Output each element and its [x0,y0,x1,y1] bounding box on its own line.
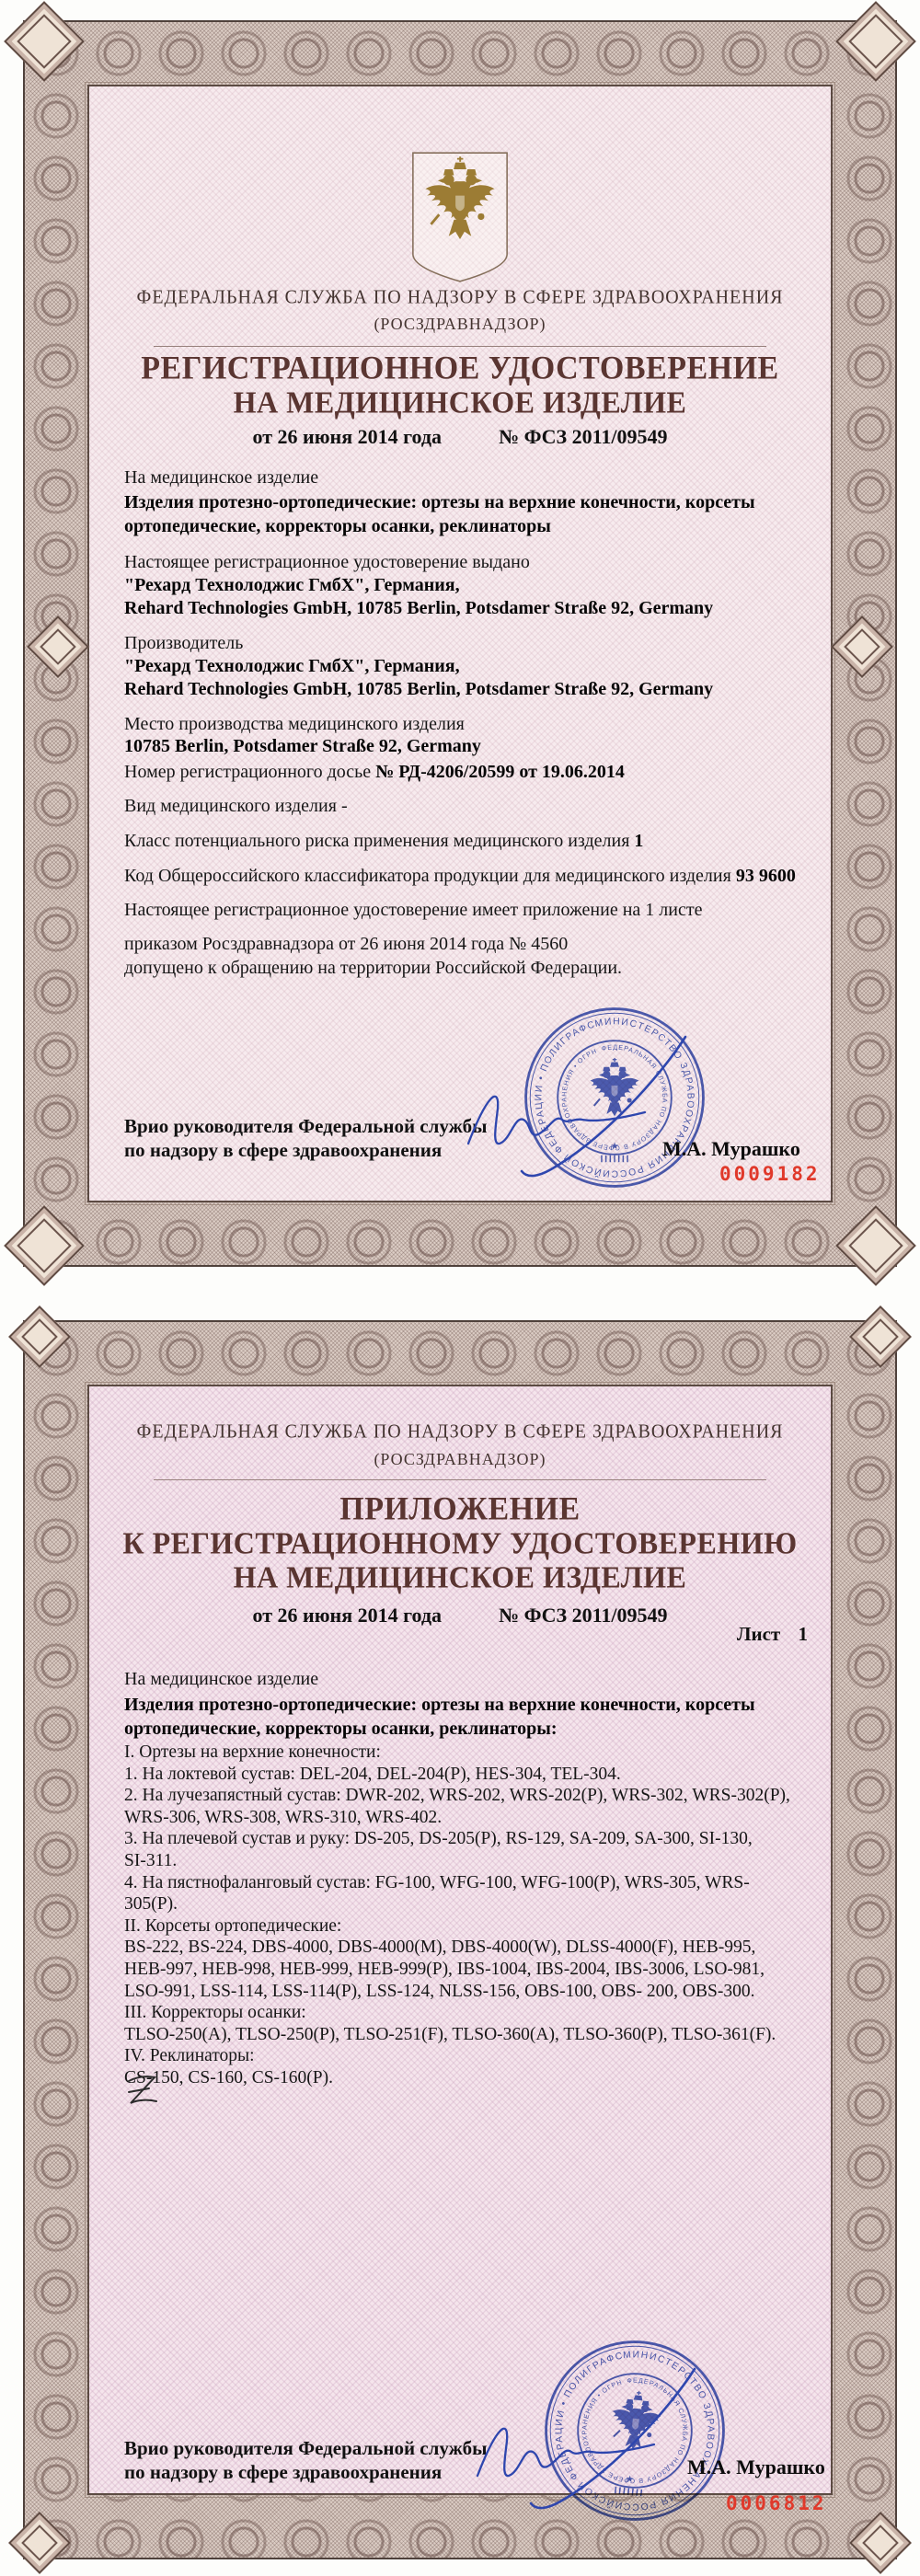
annex-note-line: Настоящее регистрационное удостоверение имеет приложение на 1 листе [124,900,703,920]
signer-title-line1: Врио руководителя Федеральной службы [124,2437,488,2459]
risk-class-value: 1 [634,831,644,851]
document-title-line1: РЕГИСТРАЦИОННОЕ УДОСТОВЕРЕНИЕ [141,351,779,386]
dossier-line [124,761,808,784]
production-place-value: 10785 Berlin, Potsdamer Straße 92, Germany [124,736,481,756]
dossier-label: Номер регистрационного досье [124,762,376,782]
certificate-page-2-appendix [23,1320,897,2559]
list-item: SI-311. [124,1850,178,1870]
agency-name: ФЕДЕРАЛЬНАЯ СЛУЖБА ПО НАДЗОРУ В СФЕРЕ ЗДРАВООХРАНЕНИЯ [136,286,784,308]
manufacturer-en: Rehard Technologies GmbH, 10785 Berlin, Potsdamer Straße 92, Germany [124,679,714,699]
list-item: II. Корсеты ортопедические: [124,1915,342,1936]
okp-code-label: Код Общероссийского классификатора продукции для медицинского изделия [124,866,736,886]
signer-title-line2: по надзору в сфере здравоохранения [124,2461,443,2483]
list-item: WRS-306, WRS-308, WRS-310, WRS-402. [124,1807,443,1827]
product-line1: Изделия протезно-ортопедические: ортезы на верхние конечности, корсеты [124,492,755,512]
production-place-label: Место производства медицинского изделия [124,714,465,734]
device-kind-line: Вид медицинского изделия - [124,796,348,816]
okp-code-line [124,865,808,888]
coat-of-arms-icon [406,149,514,285]
issue-date: от 26 июня 2014 года [252,425,443,448]
header-divider [154,346,766,347]
corner-ornament-icon [4,1205,85,1286]
order-line1: приказом Росздравнадзора от 26 июня 2014 года № 4560 [124,934,569,954]
manufacturer-ru: "Рехард Технолоджис ГмбХ", Германия, [124,656,460,676]
appendix-title-line3: НА МЕДИЦИНСКОЕ ИЗДЕЛИЕ [233,1559,687,1594]
agency-short-name: (РОСЗДРАВНАДЗОР) [374,1450,546,1468]
side-ornament-icon [27,615,89,678]
registration-number: № ФСЗ 2011/09549 [499,1604,668,1627]
issued-holder-en: Rehard Technologies GmbH, 10785 Berlin, Potsdamer Straße 92, Germany [124,598,714,618]
risk-class-label: Класс потенциального риска применения медицинского изделия [124,831,635,851]
risk-class-line [124,830,808,853]
document-title-line2: НА МЕДИЦИНСКОЕ ИЗДЕЛИЕ [233,385,687,420]
serial-number: 0009182 [719,1163,821,1185]
product-label: На медицинское изделие [124,467,319,488]
product-line1: Изделия протезно-ортопедические: ортезы на верхние конечности, корсеты [124,1695,755,1715]
list-item: LSO-991, LSS-114, LSS-114(P), LSS-124, NLSS-156, OBS-100, OBS- 200, OBS-300. [124,1981,755,2001]
corner-ornament-icon [849,1305,912,1368]
issued-label: Настоящее регистрационное удостоверение выдано [124,552,530,572]
signer-name: М.А. Мурашко [662,1137,800,1160]
order-line2: допущено к обращению на территории Российской Федерации. [124,958,623,978]
agency-name: ФЕДЕРАЛЬНАЯ СЛУЖБА ПО НАДЗОРУ В СФЕРЕ ЗДРАВООХРАНЕНИЯ [136,1420,784,1443]
agency-short-name: (РОСЗДРАВНАДЗОР) [374,315,546,333]
header-divider [154,1479,766,1480]
product-line2: ортопедические, корректоры осанки, реклинаторы [124,516,551,536]
appendix-title-line1: ПРИЛОЖЕНИЕ [339,1491,581,1527]
corner-ornament-icon [835,1205,916,1286]
dossier-value: № РД-4206/20599 от 19.06.2014 [375,762,625,782]
product-line2: ортопедические, корректоры осанки, реклинаторы: [124,1719,558,1739]
list-item: BS-222, BS-224, DBS-4000, DBS-4000(M), DBS-4000(W), DLSS-4000(F), HEB-995, [124,1938,756,1958]
okp-code-value: 93 9600 [735,866,796,886]
corner-ornament-icon [849,2512,912,2574]
list-item: 1. На локтевой сустав: DEL-204, DEL-204(P), HES-304, TEL-304. [124,1764,621,1784]
signer-title-line2: по надзору в сфере здравоохранения [124,1139,443,1161]
list-item: CS-150, CS-160, CS-160(P). [124,2067,333,2087]
signer-name: М.А. Мурашко [687,2455,825,2478]
list-item: 305(P). [124,1894,178,1915]
date-number-row [25,425,895,449]
signature-mark [457,1029,724,1190]
manufacturer-label: Производитель [124,633,244,653]
list-item: HEB-997, HEB-998, HEB-999, HEB-999(P), IBS-1004, IBS-2004, IBS-3006, LSO-981, [124,1959,765,1979]
appendix-title-line2: К РЕГИСТРАЦИОННОМУ УДОСТОВЕРЕНИЮ [122,1525,798,1560]
corner-ornament-icon [4,1,85,82]
corner-ornament-icon [8,1305,71,1368]
sheet-number: Лист 1 [736,1623,808,1645]
certificate-page-1 [23,20,897,1267]
issue-date: от 26 июня 2014 года [252,1604,443,1627]
list-item: TLSO-250(A), TLSO-250(P), TLSO-251(F), TLSO-360(A), TLSO-360(P), TLSO-361(F). [124,2024,776,2044]
list-item: III. Корректоры осанки: [124,2003,306,2023]
corner-ornament-icon [8,2512,71,2574]
registration-number: № ФСЗ 2011/09549 [499,425,668,448]
signature-mark [466,2362,733,2523]
list-item: I. Ортезы на верхние конечности: [124,1742,381,1762]
corner-ornament-icon [835,1,916,82]
serial-number: 0006812 [726,2492,827,2514]
side-ornament-icon [831,615,893,678]
handwritten-mark [121,2072,162,2116]
list-item: 4. На пястнофаланговый сустав: FG-100, WFG-100, WFG-100(P), WRS-305, WRS- [124,1872,750,1892]
device-model-list [124,1742,808,2089]
list-item: 2. На лучезапястный сустав: DWR-202, WRS-202, WRS-202(P), WRS-302, WRS-302(P), [124,1786,790,1806]
product-label: На медицинское изделие [124,1669,319,1689]
list-item: 3. На плечевой сустав и руку: DS-205, DS-205(P), RS-129, SA-209, SA-300, SI-130, [124,1829,753,1849]
signer-title-line1: Врио руководителя Федеральной службы [124,1115,488,1137]
issued-holder-ru: "Рехард Технолоджис ГмбХ", Германия, [124,575,460,595]
list-item: IV. Реклинаторы: [124,2046,255,2066]
